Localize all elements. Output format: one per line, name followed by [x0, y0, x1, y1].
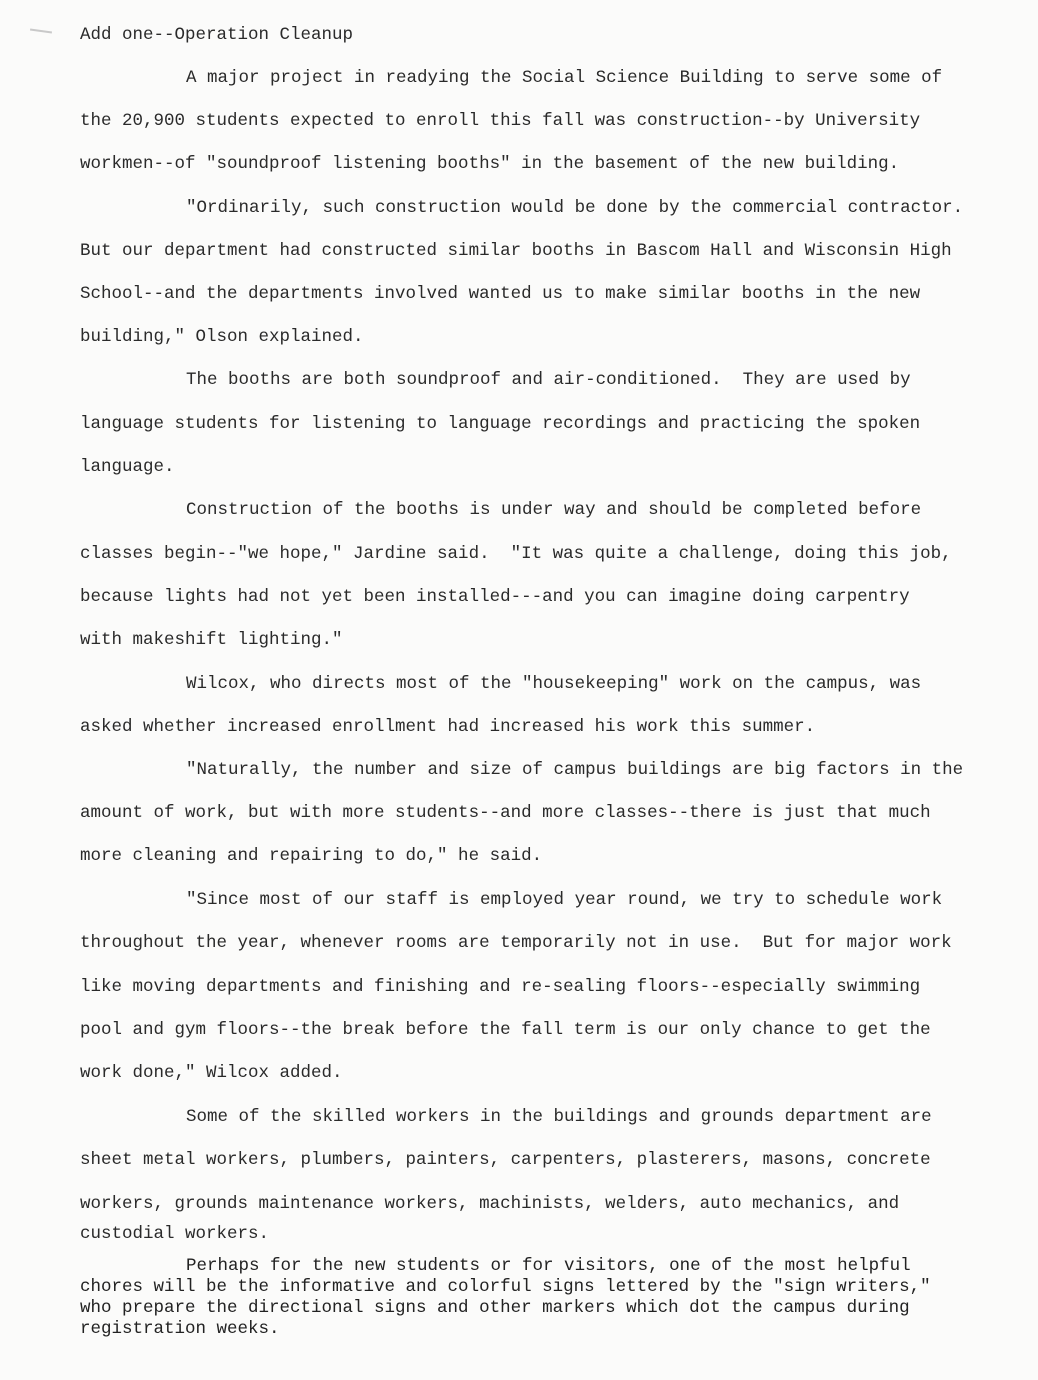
text-line: work done," Wilcox added. [80, 1063, 343, 1083]
text-line: "Ordinarily, such construction would be done by the commercial contractor. [186, 198, 964, 218]
text-line: who prepare the directional signs and other markers which dot the campus during [80, 1298, 910, 1318]
text-line: But our department had constructed similar booths in Bascom Hall and Wisconsin High [80, 241, 952, 261]
text-line: Perhaps for the new students or for visitors, one of the most helpful [186, 1256, 911, 1276]
text-line: chores will be the informative and colorful signs lettered by the "sign writers," [80, 1277, 931, 1297]
text-line: Construction of the booths is under way and should be completed before [186, 500, 922, 520]
text-line: "Naturally, the number and size of campus buildings are big factors in the [186, 760, 964, 780]
text-line: more cleaning and repairing to do," he said. [80, 846, 543, 866]
text-line: workers, grounds maintenance workers, machinists, welders, auto mechanics, and [80, 1194, 900, 1214]
text-line: Some of the skilled workers in the buildings and grounds department are [186, 1107, 932, 1127]
text-line: like moving departments and finishing and re-sealing floors--especially swimming [80, 977, 921, 997]
text-line: workmen--of "soundproof listening booths" in the basement of the new building. [80, 154, 900, 174]
document-heading: Add one--Operation Cleanup [80, 25, 354, 45]
text-line: registration weeks. [80, 1319, 280, 1339]
text-line: amount of work, but with more students--and more classes--there is just that much [80, 803, 931, 823]
text-line: The booths are both soundproof and air-conditioned. They are used by [186, 370, 911, 390]
text-line: Wilcox, who directs most of the "housekeeping" work on the campus, was [186, 674, 922, 694]
paper-mark [30, 28, 52, 33]
text-line: building," Olson explained. [80, 327, 364, 347]
text-line: language. [80, 457, 175, 477]
text-line: sheet metal workers, plumbers, painters, carpenters, plasterers, masons, concrete [80, 1150, 931, 1170]
text-line: language students for listening to language recordings and practicing the spoken [80, 414, 921, 434]
text-line: custodial workers. [80, 1224, 270, 1244]
text-line: asked whether increased enrollment had increased his work this summer. [80, 717, 816, 737]
text-line: classes begin--"we hope," Jardine said. "It was quite a challenge, doing this job, [80, 544, 952, 564]
text-line: A major project in readying the Social Science Building to serve some of [186, 68, 943, 88]
text-line: the 20,900 students expected to enroll this fall was construction--by University [80, 111, 921, 131]
text-line: with makeshift lighting." [80, 630, 343, 650]
text-line: "Since most of our staff is employed year round, we try to schedule work [186, 890, 943, 910]
text-line: because lights had not yet been installed---and you can imagine doing carpentry [80, 587, 910, 607]
text-line: throughout the year, whenever rooms are temporarily not in use. But for major work [80, 933, 952, 953]
text-line: School--and the departments involved wanted us to make similar booths in the new [80, 284, 921, 304]
text-line: pool and gym floors--the break before the fall term is our only chance to get the [80, 1020, 931, 1040]
